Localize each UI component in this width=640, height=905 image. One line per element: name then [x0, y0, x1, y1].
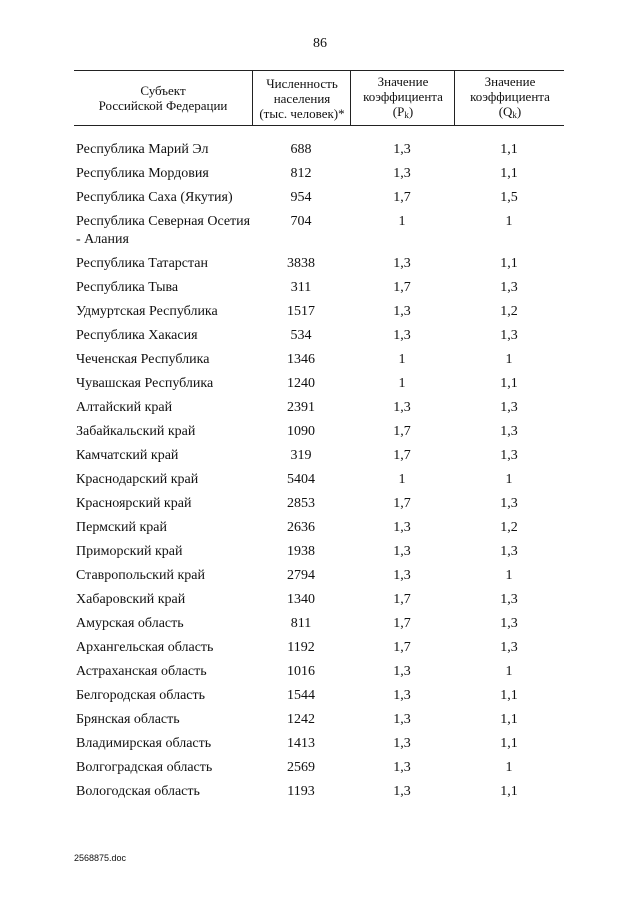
- region-name: Красноярский край: [76, 496, 192, 511]
- header-q-sub: k: [512, 109, 517, 120]
- region-name: Архангельская область: [76, 640, 214, 655]
- population-value: 704: [290, 214, 312, 229]
- region-name: Республика Марий Эл: [76, 142, 209, 157]
- p-coefficient-value: 1,3: [393, 142, 411, 157]
- p-coefficient-value: 1,3: [393, 304, 411, 319]
- population-value: 1193: [287, 784, 315, 799]
- table-row: [74, 541, 564, 565]
- p-coefficient-value: 1: [398, 352, 406, 367]
- table-row: [74, 685, 564, 709]
- p-coefficient-value: 1: [398, 376, 406, 391]
- p-coefficient-value: 1,7: [393, 448, 411, 463]
- p-coefficient-value: 1,3: [393, 544, 411, 559]
- table-row: [74, 589, 564, 613]
- q-coefficient-value: 1,3: [500, 496, 518, 511]
- header-population-line3: (тыс. человек)*: [259, 105, 345, 121]
- q-coefficient-value: 1,2: [500, 520, 518, 535]
- table-row: [74, 469, 564, 493]
- population-value: 954: [290, 190, 312, 205]
- p-coefficient-value: 1,3: [393, 520, 411, 535]
- q-coefficient-value: 1,1: [500, 688, 518, 703]
- region-name: Астраханская область: [76, 664, 207, 679]
- header-p-line2: коэффициента: [363, 88, 443, 104]
- region-name: Республика Хакасия: [76, 328, 198, 343]
- population-value: 688: [290, 142, 312, 157]
- header-p-close: ): [408, 103, 414, 119]
- header-subject-line1: Субъект: [140, 83, 186, 98]
- region-name: Чувашская Республика: [76, 376, 214, 391]
- table-row: [74, 253, 564, 277]
- q-coefficient-value: 1,5: [500, 190, 518, 205]
- q-coefficient-value: 1,3: [500, 448, 518, 463]
- q-coefficient-value: 1,2: [500, 304, 518, 319]
- population-value: 1413: [287, 736, 315, 751]
- q-coefficient-value: 1: [505, 760, 513, 775]
- header-population-line2: населения: [273, 90, 331, 106]
- q-coefficient-value: 1: [505, 568, 513, 583]
- q-coefficient-value: 1,1: [500, 142, 518, 157]
- q-coefficient-value: 1,3: [500, 544, 518, 559]
- table-row: [74, 211, 564, 253]
- header-q-line1: Значение: [484, 73, 536, 89]
- table-row: [74, 421, 564, 445]
- region-name: Республика Мордовия: [76, 166, 209, 181]
- table-row: [74, 517, 564, 541]
- population-value: 1544: [287, 688, 315, 703]
- population-value: 319: [290, 448, 312, 463]
- region-name: Алтайский край: [76, 400, 173, 415]
- header-subject: [74, 71, 252, 125]
- table-row: [74, 301, 564, 325]
- header-p-sub: k: [404, 109, 409, 120]
- p-coefficient-value: 1,3: [393, 784, 411, 799]
- table-header: [74, 70, 564, 126]
- p-coefficient-value: 1,3: [393, 760, 411, 775]
- q-coefficient-value: 1,1: [500, 712, 518, 727]
- region-name: Чеченская Республика: [76, 352, 210, 367]
- population-value: 1242: [287, 712, 315, 727]
- q-coefficient-value: 1,3: [500, 400, 518, 415]
- p-coefficient-value: 1,3: [393, 688, 411, 703]
- q-coefficient-value: 1,3: [500, 640, 518, 655]
- q-coefficient-value: 1,3: [500, 424, 518, 439]
- q-coefficient-value: 1,3: [500, 328, 518, 343]
- p-coefficient-value: 1,7: [393, 616, 411, 631]
- population-value: 1346: [287, 352, 315, 367]
- region-name: Белгородская область: [76, 688, 206, 703]
- population-value: 812: [290, 166, 312, 181]
- population-value: 1938: [287, 544, 315, 559]
- p-coefficient-value: 1,7: [393, 190, 411, 205]
- table-row: [74, 493, 564, 517]
- header-subject-line2: Российской Федерации: [98, 98, 228, 113]
- population-value: 1517: [287, 304, 315, 319]
- table-row: [74, 781, 564, 805]
- document-filename: 2568875.doc: [74, 853, 127, 863]
- table-row: [74, 565, 564, 589]
- q-coefficient-value: 1,3: [500, 592, 518, 607]
- header-q-symbol: (Q: [498, 103, 513, 119]
- p-coefficient-value: 1,7: [393, 640, 411, 655]
- page-number: 86: [313, 36, 327, 51]
- header-p-symbol: (P: [392, 103, 405, 119]
- region-name: Приморский край: [76, 544, 183, 559]
- q-coefficient-value: 1,1: [500, 376, 518, 391]
- table-row: [74, 733, 564, 757]
- region-name: Забайкальский край: [76, 424, 196, 439]
- population-value: 2636: [287, 520, 315, 535]
- region-name: Республика Тыва: [76, 280, 179, 295]
- region-name: Вологодская область: [76, 784, 200, 799]
- p-coefficient-value: 1,7: [393, 496, 411, 511]
- p-coefficient-value: 1,3: [393, 256, 411, 271]
- region-name: Ставропольский край: [76, 568, 205, 583]
- p-coefficient-value: 1,3: [393, 736, 411, 751]
- q-coefficient-value: 1,3: [500, 280, 518, 295]
- q-coefficient-value: 1,1: [500, 256, 518, 271]
- population-value: 1192: [287, 640, 315, 655]
- region-name: Республика Северная Осетия - Алания: [76, 214, 251, 247]
- p-coefficient-value: 1,3: [393, 400, 411, 415]
- p-coefficient-value: 1,3: [393, 664, 411, 679]
- population-value: 811: [290, 616, 312, 631]
- table-row: [74, 139, 564, 163]
- p-coefficient-value: 1,3: [393, 712, 411, 727]
- region-name: Краснодарский край: [76, 472, 199, 487]
- q-coefficient-value: 1,3: [500, 616, 518, 631]
- q-coefficient-value: 1,1: [500, 736, 518, 751]
- p-coefficient-value: 1,7: [393, 592, 411, 607]
- q-coefficient-value: 1: [505, 352, 513, 367]
- region-name: Амурская область: [76, 616, 184, 631]
- region-name: Республика Татарстан: [76, 256, 209, 271]
- table-body: [74, 139, 564, 805]
- p-coefficient-value: 1,7: [393, 424, 411, 439]
- population-value: 1016: [287, 664, 315, 679]
- table-row: [74, 637, 564, 661]
- population-value: 1090: [287, 424, 315, 439]
- region-name: Камчатский край: [76, 448, 179, 463]
- header-q-line2: коэффициента: [470, 88, 550, 104]
- table-row: [74, 373, 564, 397]
- population-value: 3838: [287, 256, 315, 271]
- table-row: [74, 397, 564, 421]
- header-p-line1: Значение: [377, 73, 429, 89]
- table-row: [74, 325, 564, 349]
- q-coefficient-value: 1: [505, 472, 513, 487]
- region-name: Удмуртская Республика: [76, 304, 218, 319]
- region-name: Волгоградская область: [76, 760, 213, 775]
- region-name: Хабаровский край: [76, 592, 186, 607]
- population-value: 2853: [287, 496, 315, 511]
- q-coefficient-value: 1: [505, 664, 513, 679]
- population-value: 5404: [287, 472, 315, 487]
- q-coefficient-value: 1,1: [500, 784, 518, 799]
- header-population: [252, 71, 351, 125]
- region-name: Республика Саха (Якутия): [76, 190, 233, 205]
- p-coefficient-value: 1,3: [393, 568, 411, 583]
- table-row: [74, 349, 564, 373]
- table-row: [74, 163, 564, 187]
- table-row: [74, 661, 564, 685]
- population-value: 1340: [287, 592, 315, 607]
- header-q-close: ): [516, 103, 522, 119]
- population-value: 2391: [287, 400, 315, 415]
- p-coefficient-value: 1,3: [393, 166, 411, 181]
- population-value: 311: [290, 280, 312, 295]
- header-q-coefficient: [454, 71, 565, 125]
- header-p-coefficient: [350, 71, 455, 125]
- p-coefficient-value: 1: [398, 214, 406, 229]
- p-coefficient-value: 1,7: [393, 280, 411, 295]
- q-coefficient-value: 1: [505, 214, 513, 229]
- table-row: [74, 757, 564, 781]
- region-name: Владимирская область: [76, 736, 212, 751]
- table-row: [74, 709, 564, 733]
- population-value: 1240: [287, 376, 315, 391]
- population-value: 2794: [287, 568, 315, 583]
- p-coefficient-value: 1: [398, 472, 406, 487]
- header-p-symbol-line: [363, 104, 443, 123]
- table-row: [74, 445, 564, 469]
- header-population-line1: Численность: [266, 75, 338, 91]
- region-name: Брянская область: [76, 712, 180, 727]
- table-row: [74, 187, 564, 211]
- table-row: [74, 613, 564, 637]
- region-name: Пермский край: [76, 520, 167, 535]
- header-q-symbol-line: [470, 104, 550, 123]
- population-value: 2569: [287, 760, 315, 775]
- q-coefficient-value: 1,1: [500, 166, 518, 181]
- population-value: 534: [290, 328, 312, 343]
- table-row: [74, 277, 564, 301]
- p-coefficient-value: 1,3: [393, 328, 411, 343]
